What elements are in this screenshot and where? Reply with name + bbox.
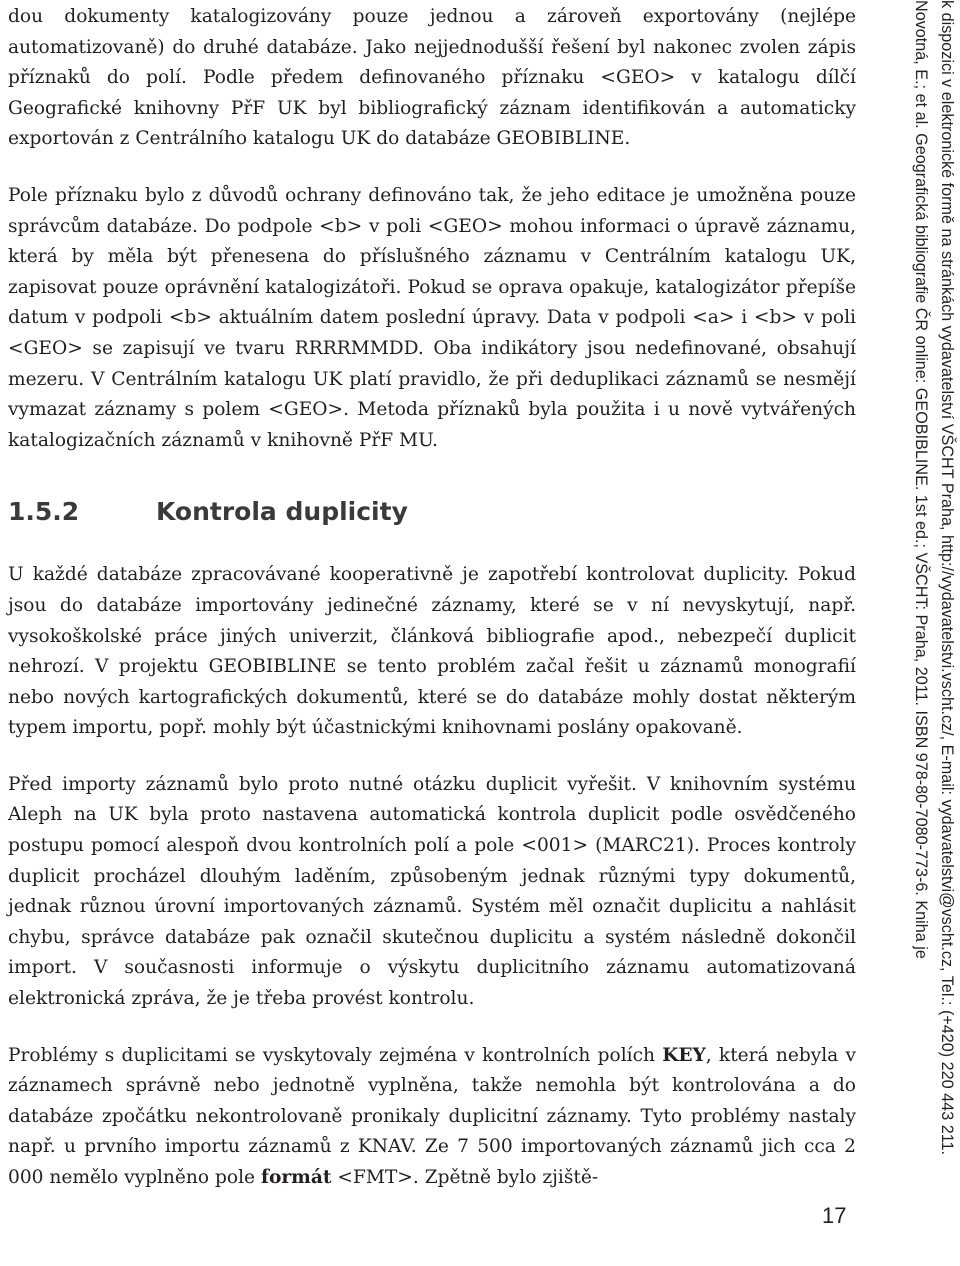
section-heading (8, 482, 856, 542)
citation-line-2: Novotná, E.; et al. Geografická bibliografie ČR online: GEOBIBLINE. 1st ed.; VŠCHT: Praha, 2011. ISBN 978-80-7080-773-6. Kniha je (912, 0, 930, 959)
citation-sidebar (905, 0, 960, 1266)
section-number: 1.5.2 (8, 497, 80, 527)
citation-line-1: k dispozici v elektronické formě na stránkách vydavatelství VŠCHT Praha, http://vydavatelstvi.vscht.cz/, E-mail: vydavatelstvi@vscht.cz, Tel.: (+420) 220 443 211. (938, 0, 956, 1155)
text-segment: <FMT>. Zpětně bylo zjiště- (331, 1167, 599, 1188)
section-title: Kontrola duplicity (156, 497, 408, 527)
paragraph-duplicity-problems (8, 1041, 856, 1194)
paragraph-duplicity-intro: U každé databáze zpracovávané kooperativně je zapotřebí kontrolovat duplicity. Pokud jsou do databáze importovány jedinečné záznamy, které se v ní nevyskytují, např. vysokoškolské práce jiných univerzit, článková bibliografie apod., nebezpečí duplicit nehrozí. V projektu GEOBIBLINE se tento problém začal řešit u záznamů monografií nebo nových kartografických dokumentů, které se do databáze mohly dostat některým typem importu, popř. mohly být účastnickými knihovnami poslány opakovaně. (8, 564, 856, 739)
paragraph-import-check: Před importy záznamů bylo proto nutné otázku duplicit vyřešit. V knihovním systému Aleph na UK byla proto nastavena automatická kontrola duplicit podle osvědčeného postupu pomocí alespoň dvou kontrolních polí a pole <001> (MARC21). Proces kontroly duplicit procházel dlouhým laděním, způsobeným jednak různými typy dokumentů, jednak různou úrovní importovaných záznamů. Systém měl označit duplicitu a nahlásit chybu, správce databáze pak označil skutečnou duplicitu a systém následně dokončil import. V současnosti informuje o výskytu duplicitního záznamu automatizovaná elektronická zpráva, že je třeba provést kontrolu. (8, 773, 856, 1010)
paragraph-field-protection: Pole příznaku bylo z důvodů ochrany definováno tak, že jeho editace je umožněna pouze správcům databáze. Do podpole <b> v poli <GEO> mohou informaci o úpravě záznamu, která by měla být přenesena do příslušného záznamu v Centrálním katalogu UK, zapisovat pouze oprávnění katalogizátoři. Pokud se oprava opakuje, katalogizátor přepíše datum v podpoli <b> aktuálním datem poslední úpravy. Data v podpoli <a> i <b> v poli <GEO> se zapisují ve tvaru RRRRMMDD. Oba indikátory jsou nedefinované, obsahují mezeru. V Centrálním katalogu UK platí pravidlo, že při deduplikaci záznamů se nesmějí vymazat záznamy s polem <GEO>. Metoda příznaků byla použita i u nově vytvářených katalogizačních záznamů v knihovně PřF MU. (8, 184, 856, 451)
page-number: 17 (822, 1203, 847, 1228)
paragraph-intro: dou dokumenty katalogizovány pouze jednou a zároveň exportovány (nejlépe automatizovaně) do druhé databáze. Jako nejjednodušší řešení byl nakonec zvolen zápis příznaků do polí. Podle předem definovaného příznaku <GEO> v katalogu dílčí Geografické knihovny PřF UK byl bibliografický záznam identifikován a automaticky exportován z Centrálního katalogu UK do databáze GEOBIBLINE. (8, 6, 856, 150)
text-segment: , která nebyla v záznamech správně nebo jednotně vyplněna, takže nemohla být kontrolována a do databáze zpočátku nekontrolovaně pronikaly duplicitní záznamy. Tyto problémy nastaly např. u prvního importu záznamů z KNAV. Ze 7 500 importovaných záznamů jich cca 2 000 nemělo vyplněno pole (8, 1044, 856, 1188)
document-body (8, 2, 856, 1194)
text-segment: Problémy s duplicitami se vyskytovaly zejména v kontrolních polích (8, 1044, 663, 1066)
format-field-term: formát (260, 1167, 332, 1188)
key-field-term: KEY (662, 1044, 706, 1066)
